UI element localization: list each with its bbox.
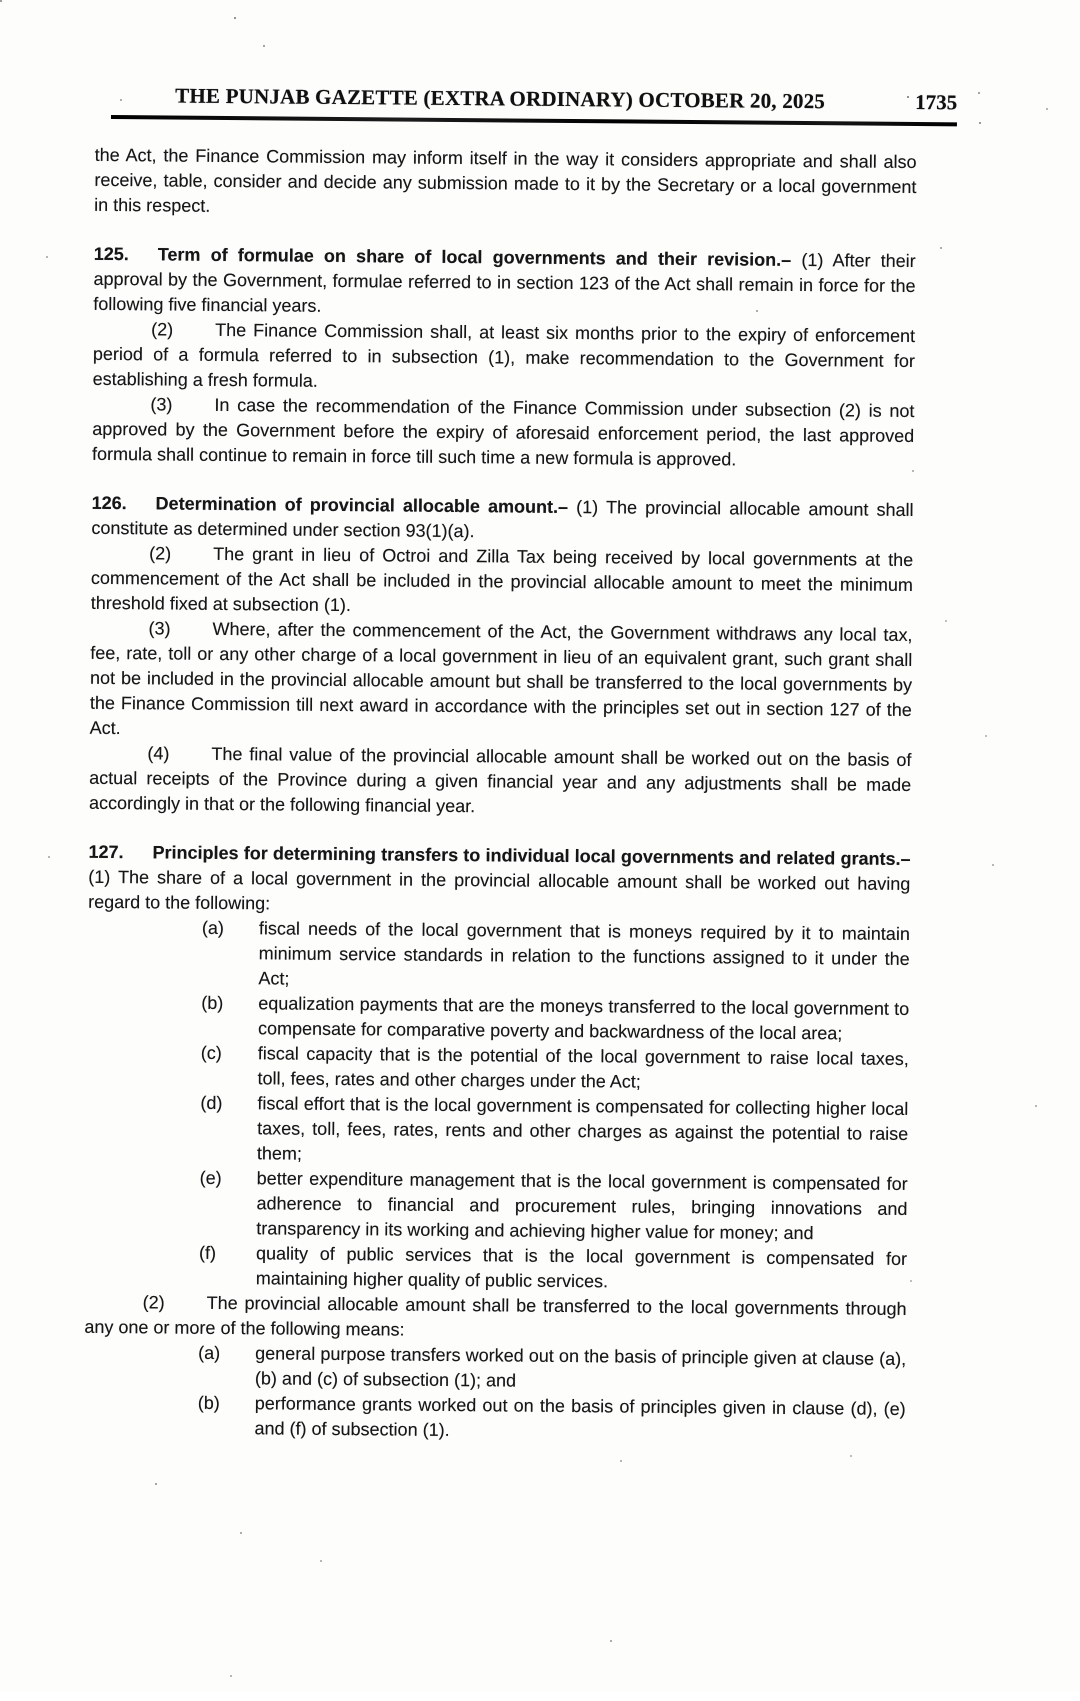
section-127-subsection-2: [84, 1290, 906, 1347]
subsection-text: The Finance Commission shall, at least six months prior to the expiry of enforcement period of a formula referred to in subsection (1), make recommendation to the Government for establishing a fresh formula.: [92, 319, 916, 391]
clause-text: equalization payments that are the moneys transferred to the local government to compensate for comparative poverty and backwardness of the local area;: [257, 993, 910, 1044]
subsection-text: The grant in lieu of Octroi and Zilla Tax being received by local governments at the commencement of the Act shall be included in the provincial allocable amount to meet the minimum threshold fixed at subsection (1).: [90, 543, 914, 616]
gazette-title: THE PUNJAB GAZETTE (EXTRA ORDINARY) OCTOBER 20, 2025: [175, 83, 826, 114]
section-125-number: 125.: [93, 243, 129, 265]
document-body: [83, 143, 916, 1447]
section-126: [89, 491, 914, 823]
clause-letter: (e): [199, 1167, 222, 1188]
section-125: [92, 242, 916, 474]
section-127: [83, 840, 910, 1447]
page-header: [111, 83, 957, 126]
clause-letter: (c): [200, 1042, 222, 1063]
subsection-text: In case the recommendation of the Finance Commission under subsection (2) is not approved by the Government before the expiry of aforesaid enforcement period, the last approved formula shall continue to remain in force till such time a new formula is approved.: [91, 394, 915, 470]
section-127-intro: (1) The share of a local government in the provincial allocable amount shall be worked out having regard to the following:: [88, 866, 911, 914]
section-125-subsection-2: [93, 317, 916, 399]
subsection-number: (3): [148, 618, 171, 639]
clause-letter: (a): [198, 1342, 221, 1363]
section-127-clause-b: [87, 990, 909, 1047]
subsection-text: The final value of the provincial allocable amount shall be worked out on the basis of actual receipts of the Province during a given financial year and any adjustments shall be made accordingly in that or the following financial year.: [88, 743, 912, 817]
subsection-number: (2): [149, 543, 172, 564]
section-126-title: Determination of provincial allocable amount.–: [155, 493, 569, 517]
subsection-text: The provincial allocable amount shall be transferred to the local governments through any one or more of the following means:: [84, 1292, 907, 1340]
section-126-heading-paragraph: [91, 491, 913, 548]
section-127-clause-d: [86, 1090, 909, 1172]
section-127-heading-paragraph: [88, 840, 911, 922]
clause-text: better expenditure management that is the local government is compensated for adherence to financial and procurement rules, bringing innovations and transparency in its working and achieving higher value for money; and: [256, 1168, 908, 1244]
clause-text: fiscal capacity that is the potential of the local government to raise local taxes, toll, fees, rates and other charges under the Act;: [257, 1043, 909, 1092]
clause-text: fiscal effort that is the local government is compensated for collecting higher local taxes, toll, fees, rates, rents and other charges as against the potential to raise them;: [256, 1093, 909, 1164]
clause-letter: (f): [198, 1242, 217, 1263]
section-127-number: 127.: [88, 841, 124, 863]
clause-text: fiscal needs of the local government that is moneys required by it to maintain minimum service standards in relation to the functions assigned to it under the Act;: [258, 918, 910, 989]
section-125-heading-paragraph: [93, 242, 916, 324]
section-126-number: 126.: [91, 492, 127, 514]
section-125-intro: (1) After their approval by the Government, formulae referred to in section 123 of the Act shall remain in force for the following five financial years.: [93, 250, 916, 316]
section-127-clause-c: [86, 1040, 908, 1097]
section-126-intro: (1) The provincial allocable amount shall constitute as determined under section 93(1)(a).: [91, 497, 914, 542]
subsection-number: (4): [147, 743, 170, 764]
section-127-title: Principles for determining transfers to individual local governments and related grants.–: [152, 842, 911, 869]
section-127-clause-f: [85, 1240, 907, 1297]
clause-letter: (a): [201, 917, 224, 938]
subsection-text: Where, after the commencement of the Act, the Government withdraws any local tax, fee, rate, toll or any other charge of a local government in lieu of an equivalent grant, such grant shall not be included in the provincial allocable amount but shall be transferred to the local governments by the Finance Commission till next award in accordance with the principles set out in section 127 of the Act.: [89, 618, 913, 739]
paragraph-continuation: the Act, the Finance Commission may inform itself in the way it considers appropriate and shall also receive, table, consider and decide any submission made to it by the Secretary or a local government in this respect.: [94, 144, 917, 216]
header-rule: [111, 115, 957, 126]
clause-letter: (b): [197, 1392, 220, 1413]
clause-text: performance grants worked out on the basis of principles given in clause (d), (e) and (f) of subsection (1).: [254, 1393, 906, 1440]
subsection-number: (3): [150, 394, 173, 415]
section-127-clause-e: [85, 1165, 908, 1247]
subsection-number: (2): [142, 1292, 165, 1313]
section-126-subsection-4: [89, 741, 912, 823]
section-126-subsection-2: [91, 541, 914, 623]
clause-text: general purpose transfers worked out on the basis of principle given at clause (a), (b) and (c) of subsection (1); and: [254, 1343, 907, 1391]
section-126-subsection-3: [90, 616, 913, 748]
page-number: 1735: [915, 89, 958, 115]
clause-text: quality of public services that is the local government is compensated for maintaining higher quality of public services.: [255, 1243, 908, 1292]
subsection-number: (2): [151, 319, 174, 340]
section-127-clause-a: [87, 915, 910, 997]
section-125-subsection-3: [92, 392, 915, 474]
section-125-title: Term of formulae on share of local governments and their revision.–: [157, 244, 792, 270]
clause-letter: (b): [201, 992, 224, 1013]
clause-letter: (d): [200, 1092, 223, 1113]
section-127-subsection-2-clause-a: [84, 1340, 906, 1397]
section-127-subsection-2-clause-b: [83, 1390, 905, 1447]
